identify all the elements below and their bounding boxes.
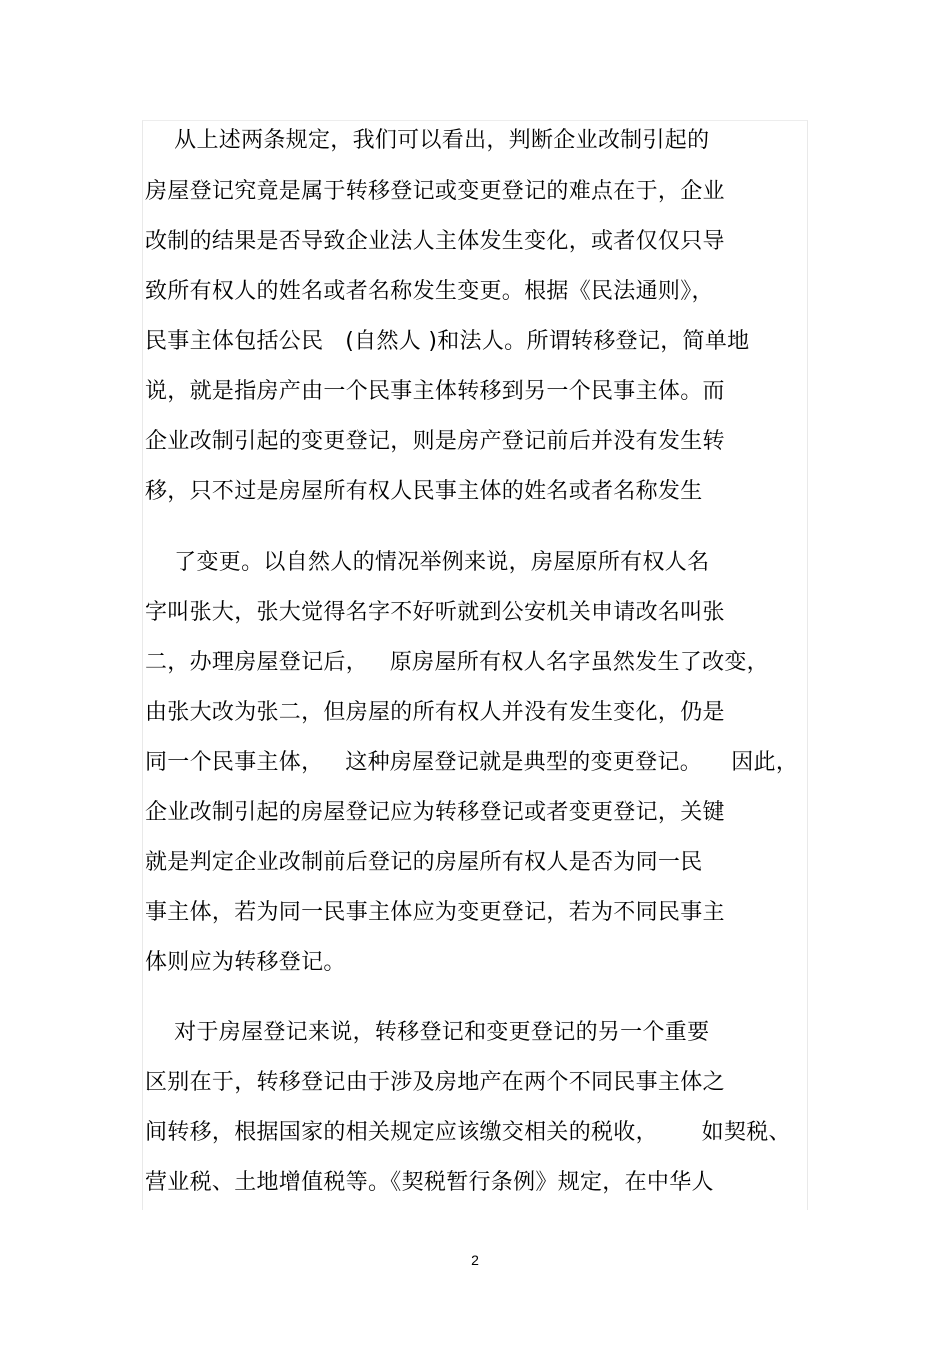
paragraph-2-line-9: 体则应为转移登记。 [145,950,346,975]
paragraph-2-line-4: 由张大改为张二，但房屋的所有权人并没有发生变化，仍是 [145,700,725,725]
paragraph-2-line-2: 字叫张大，张大觉得名字不好听就到公安机关申请改名叫张 [145,600,725,625]
paragraph-1-line-2: 房屋登记究竟是属于转移登记或变更登记的难点在于，企业 [145,179,725,204]
paragraph-3-line-4: 营业税、土地增值税等。《契税暂行条例》规定，在中华人 [145,1170,714,1195]
paragraph-2-line-3: 二，办理房屋登记后， 原房屋所有权人名字虽然发生了改变， [145,650,769,675]
paragraph-1-line-8: 移，只不过是房屋所有权人民事主体的姓名或者名称发生 [145,479,703,504]
paragraph-1-line-5: 民事主体包括公民 (自然人 )和法人。所谓转移登记，简单地 [145,329,750,354]
paragraph-2-line-8: 事主体，若为同一民事主体应为变更登记，若为不同民事主 [145,900,725,925]
paragraph-1-line-3: 改制的结果是否导致企业法人主体发生变化，或者仅仅只导 [145,229,725,254]
paragraph-1-line-6: 说，就是指房产由一个民事主体转移到另一个民事主体。而 [145,379,725,404]
paragraph-2-line-7: 就是判定企业改制前后登记的房屋所有权人是否为同一民 [145,850,703,875]
paragraph-2-line-5: 同一个民事主体， 这种房屋登记就是典型的变更登记。 因此， [145,750,799,775]
paragraph-3-line-3: 间转移，根据国家的相关规定应该缴交相关的税收， 如契税、 [145,1120,791,1145]
paragraph-1-line-4: 致所有权人的姓名或者名称发生变更。根据《民法通则》， [145,279,714,304]
paragraph-2-line-6: 企业改制引起的房屋登记应为转移登记或者变更登记，关键 [145,800,725,825]
paragraph-1-line-7: 企业改制引起的变更登记，则是房产登记前后并没有发生转 [145,429,725,454]
paragraph-3-line-2: 区别在于，转移登记由于涉及房地产在两个不同民事主体之 [145,1070,725,1095]
page-number: 2 [471,1252,479,1268]
paragraph-2-line-1: 了变更。以自然人的情况举例来说，房屋原所有权人名 [145,550,710,575]
paragraph-3-line-1: 对于房屋登记来说，转移登记和变更登记的另一个重要 [145,1020,710,1045]
paragraph-1-line-1: 从上述两条规定，我们可以看出，判断企业改制引起的 [145,128,710,153]
